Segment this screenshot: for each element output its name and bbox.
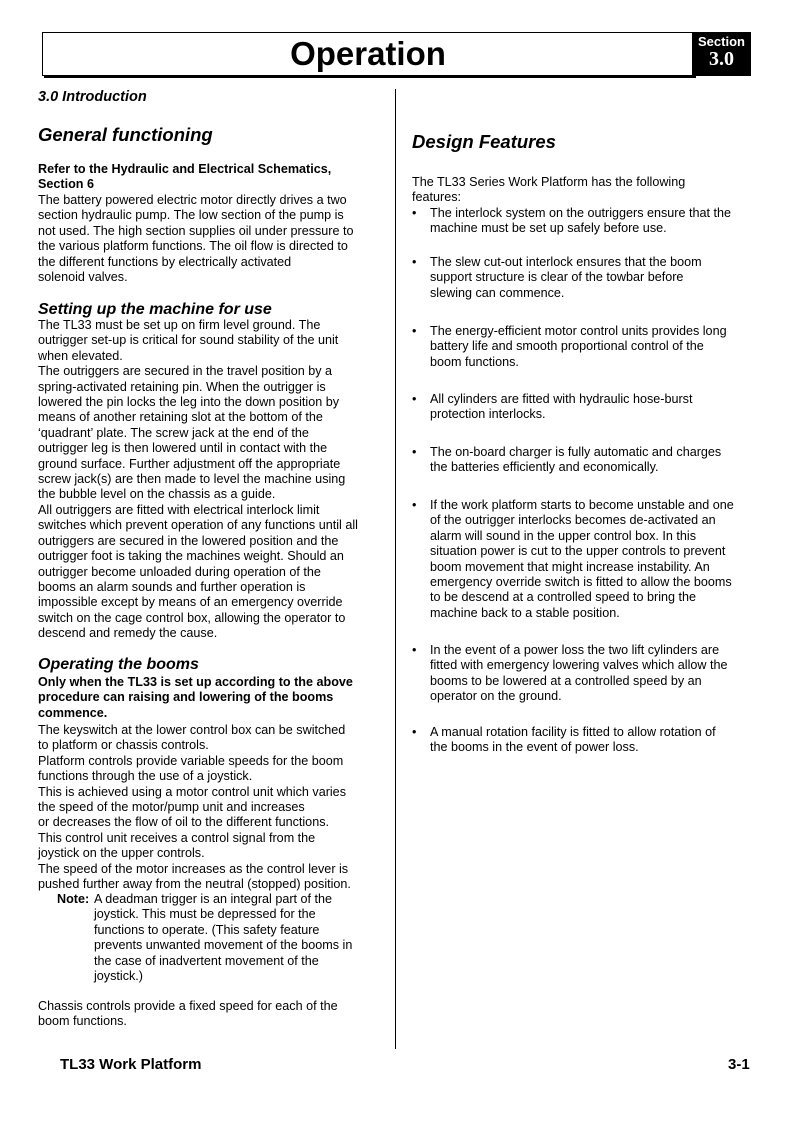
feature-text: The energy-efficient motor control units provides long battery life and smooth proportional control of the boom functions. <box>430 324 727 369</box>
note-body: A deadman trigger is an integral part of the joystick. This must be depressed for the functions to operate. (This safety feature prevents unwanted movement of the booms in the case of inadvertent movement of the joystick.) <box>94 892 353 984</box>
column-divider <box>395 89 396 1049</box>
footer-product-name: TL33 Work Platform <box>60 1056 202 1073</box>
general-functioning-heading: General functioning <box>38 124 213 145</box>
bullet-icon: • <box>412 324 417 338</box>
design-features-intro: The TL33 Series Work Platform has the following features: <box>412 175 686 205</box>
booms-body: The keyswitch at the lower control box can be switched to platform or chassis controls. Platform controls provide variable speeds for the boom functions through the use of a joystick. This is achieved using a motor control unit which varies the speed of the motor/pump unit and increases or decreases the flow of oil to the different functions. This control unit receives a control signal from the joystick on the upper controls. The speed of the motor increases as the control lever is pushed further away from the neutral (stopped) position. <box>38 723 351 892</box>
design-features-heading: Design Features <box>412 131 556 152</box>
section-number: 3.0 <box>709 48 734 70</box>
refer-schematics-text: Refer to the Hydraulic and Electrical Schematics, Section 6 <box>38 162 332 192</box>
bullet-icon: • <box>412 255 417 269</box>
bullet-icon: • <box>412 725 417 739</box>
bullet-icon: • <box>412 392 417 406</box>
feature-text: The interlock system on the outriggers ensure that the machine must be set up safely before use. <box>430 206 732 236</box>
setup-heading: Setting up the machine for use <box>38 301 272 318</box>
section-label: Section <box>698 34 745 49</box>
intro-heading: 3.0 Introduction <box>38 89 147 105</box>
bullet-icon: • <box>412 206 417 220</box>
general-functioning-body: The battery powered electric motor directly drives a two section hydraulic pump. The low section of the pump is not used. The high section supplies oil under pressure to the various platform functions. The oil flow is directed to the different functions by electrically activated solenoid valves. <box>38 193 354 285</box>
feature-text: If the work platform starts to become unstable and one of the outrigger interlocks becomes de-activated an alarm will sound in the upper control box. In this situation power is cut to the upper controls to prevent boom movement that might increase instability. An emergency override switch is fitted to allow the booms to be descend at a controlled speed to bring the machine back to a stable position. <box>430 498 734 620</box>
chassis-controls-text: Chassis controls provide a fixed speed for each of the boom functions. <box>38 999 338 1029</box>
bullet-icon: • <box>412 445 417 459</box>
feature-text: All cylinders are fitted with hydraulic hose-burst protection interlocks. <box>430 392 693 422</box>
booms-bold-text: Only when the TL33 is set up according to the above procedure can raising and lowering of the booms commence. <box>38 675 353 720</box>
bullet-icon: • <box>412 643 417 657</box>
bullet-icon: • <box>412 498 417 512</box>
booms-heading: Operating the booms <box>38 656 199 673</box>
title-bar <box>42 32 694 76</box>
feature-text: The on-board charger is fully automatic and charges the batteries efficiently and economically. <box>430 445 722 475</box>
setup-body: The TL33 must be set up on firm level ground. The outrigger set-up is critical for sound stability of the unit when elevated. The outriggers are secured in the travel position by a spring-activated retaining pin. When the outrigger is lowered the pin locks the leg into the down position by means of another retaining slot at the bottom of the ‘quadrant’ plate. The screw jack at the end of the outrigger leg is then lowered until in contact with the ground surface. Further adjustment off the appropriate screw jack(s) are then made to level the machine using the bubble level on the chassis as a guide. All outriggers are fitted with electrical interlock limit switches which prevent operation of any functions until all outriggers are secured in the lowered position and the outrigger foot is taking the machines weight. Should an outrigger become unloaded during operation of the booms an alarm sounds and further operation is impossible except by means of an emergency override switch on the cage control box, allowing the operator to descend and remedy the cause. <box>38 318 358 641</box>
feature-text: The slew cut-out interlock ensures that the boom support structure is clear of the towbar before slewing can commence. <box>430 255 702 300</box>
note-label: Note: <box>57 892 90 906</box>
section-badge <box>692 32 751 76</box>
feature-text: A manual rotation facility is fitted to allow rotation of the booms in the event of power loss. <box>430 725 716 755</box>
feature-text: In the event of a power loss the two lift cylinders are fitted with emergency lowering valves which allow the booms to be lowered at a controlled speed by an operator on the ground. <box>430 643 728 704</box>
footer-page-number: 3-1 <box>728 1056 750 1073</box>
page-title: Operation <box>290 35 446 72</box>
